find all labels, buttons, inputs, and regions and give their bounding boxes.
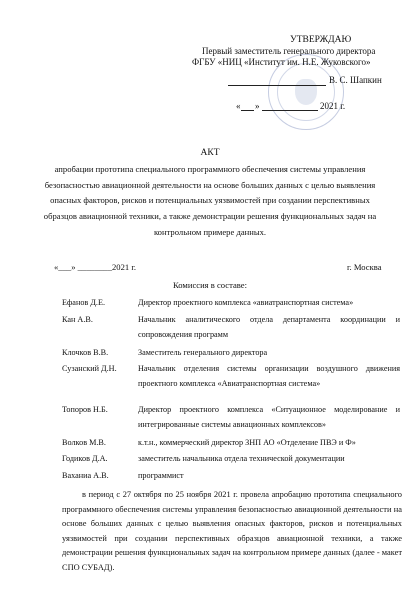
member-position: Начальник отделения системы организации воздушного движения проектного комплекса «Авиатранспортная система» (138, 364, 400, 388)
document-title: АКТ (200, 148, 220, 158)
approval-heading: УТВЕРЖДАЮ (290, 35, 352, 45)
member-name: Ефанов Д.Е. (62, 298, 106, 307)
body-paragraph: в период с 27 октября по 25 ноября 2021 г. провела апробацию прототипа специального программного обеспечения системы управления безопасностью авиационной деятельности на основе больших данных с целью выявления опасных факторов, рисков и потенциальных уязвимостей при создании перспективных образцов авиационной техники, а также демонстрации решения функциональных задач на контрольном примере данных (далее - макет СПО СУБАД). (62, 490, 402, 572)
document-date: «___» ________2021 г. (54, 262, 137, 272)
date-month-line (262, 110, 318, 111)
member-position: Заместитель генерального директора (138, 348, 268, 357)
member-position: программист (138, 471, 184, 480)
member-name: Сузанский Д.Н. (62, 364, 117, 373)
member-position: Директор проектного комплекса «авиатранспортная система» (138, 298, 354, 307)
signature-line (228, 85, 326, 86)
member-name: Кан А.В. (62, 315, 93, 324)
approval-position-line2: ФГБУ «НИЦ «Институт им. Н.Е. Жуковского» (192, 57, 371, 67)
date-day-line (241, 110, 254, 111)
member-position: Начальник аналитического отдела департамента координации и сопровождения программ (138, 315, 400, 339)
member-name: Клочков В.В. (62, 348, 109, 357)
commission-heading: Комиссия в составе: (172, 280, 248, 290)
document-city: г. Москва (347, 262, 382, 272)
member-name: Волков М.В. (62, 438, 106, 447)
member-name: Годиков Д.А. (62, 454, 108, 463)
member-position: заместитель начальника отдела технической документации (138, 454, 345, 463)
document-subject: апробации прототипа специального программного обеспечения системы управления безопасностью авиационной деятельности на основе больших данных с целью выявления опасных факторов, рисков и потенциальных уязвимостей при создании перспективных образцов авиационной техники, а также демонстрации решения функциональных задач на контрольном примере данных. (43, 164, 377, 237)
member-position: к.т.н., коммерческий директор ЗНП АО «Отделение ПВЭ и Ф» (138, 438, 356, 447)
member-name: Ваханиа А.В. (62, 471, 109, 480)
approval-date-close: » (255, 101, 260, 111)
approval-signatory: В. С. Шапкин (329, 75, 382, 85)
approval-date-open: « (236, 101, 241, 111)
approval-position-line1: Первый заместитель генерального директора (202, 46, 376, 56)
approval-date-year: 2021 г. (320, 101, 346, 111)
member-name: Топоров Н.Б. (62, 405, 108, 414)
member-position: Директор проектного комплекса «Ситуационное моделирование и интегрированные системы авиационных комплексов» (138, 405, 400, 429)
